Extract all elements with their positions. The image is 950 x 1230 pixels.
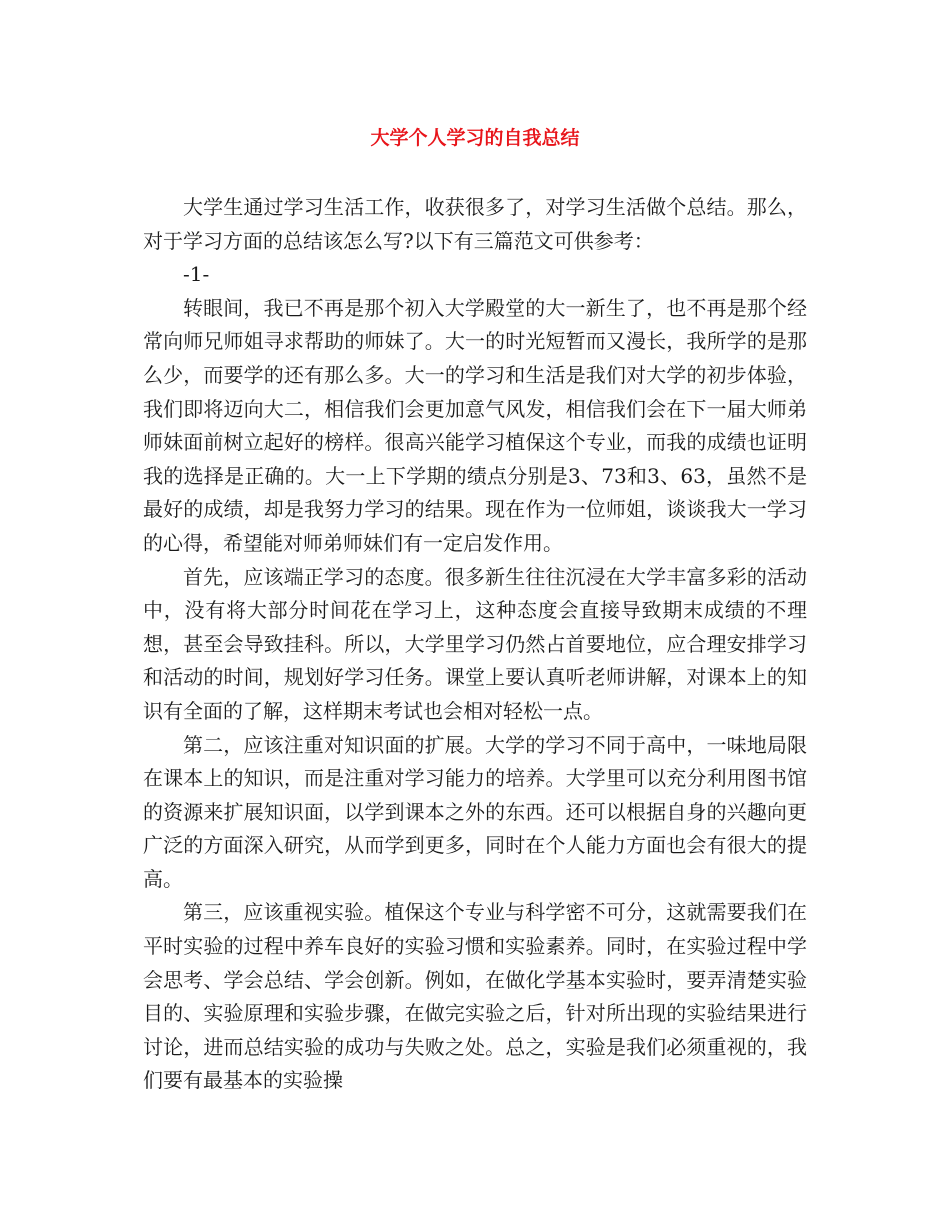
body-paragraph: 首先，应该端正学习的态度。很多新生往往沉浸在大学丰富多彩的活动中，没有将大部分时间花在学习上，这种态度会直接导致期末成绩的不理想，甚至会导致挂科。所以，大学里学习仍然占首要地位，应合理安排学习和活动的时间，规划好学习任务。课堂上要认真听老师讲解，对课本上的知识有全面的了解，这样期末考试也会相对轻松一点。 <box>143 564 807 723</box>
intro-paragraph: 大学生通过学习生活工作，收获很多了，对学习生活做个总结。那么，对于学习方面的总结该怎么写?以下有三篇范文可供参考： <box>143 195 807 253</box>
body-paragraph: 转眼间，我已不再是那个初入大学殿堂的大一新生了，也不再是那个经常向师兄师姐寻求帮助的师妹了。大一的时光短暂而又漫长，我所学的是那么少，而要学的还有那么多。大一的学习和生活是我们对大学的初步体验，我们即将迈向大二，相信我们会更加意气风发，相信我们会在下一届大师弟师妹面前树立起好的榜样。很高兴能学习植保这个专业，而我的成绩也证明我的选择是正确的。大一上下学期的绩点分别是3、73和3、63，虽然不是最好的成绩，却是我努力学习的结果。现在作为一位师姐，谈谈我大一学习的心得，希望能对师弟师妹们有一定启发作用。 <box>143 295 807 555</box>
document-body <box>143 191 807 1098</box>
body-paragraph: 第三，应该重视实验。植保这个专业与科学密不可分，这就需要我们在平时实验的过程中养车良好的实验习惯和实验素养。同时，在实验过程中学会思考、学会总结、学会创新。例如，在做化学基本实验时，要弄清楚实验目的、实验原理和实验步骤，在做完实验之后，针对所出现的实验结果进行讨论，进而总结实验的成功与失败之处。总之，实验是我们必须重视的，我们要有最基本的实验操 <box>143 900 807 1093</box>
body-paragraph: 第二，应该注重对知识面的扩展。大学的学习不同于高中，一味地局限在课本上的知识，而是注重对学习能力的培养。大学里可以充分利用图书馆的资源来扩展知识面，以学到课本之外的东西。还可以根据自身的兴趣向更广泛的方面深入研究，从而学到更多，同时在个人能力方面也会有很大的提高。 <box>143 732 807 891</box>
document-title: 大学个人学习的自我总结 <box>370 127 580 149</box>
section-marker: -1- <box>183 262 210 287</box>
